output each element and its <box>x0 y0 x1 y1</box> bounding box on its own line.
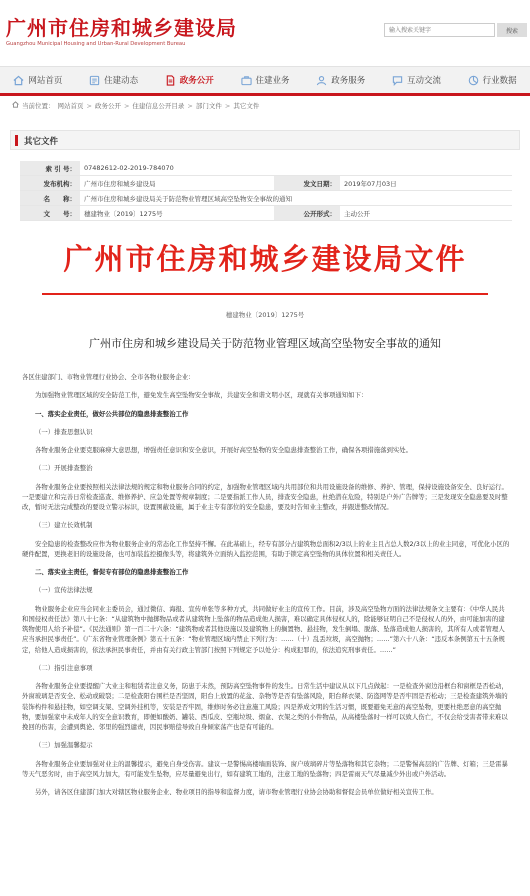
publisher-value: 广州市住房和城乡建设局 <box>80 176 274 191</box>
breadcrumb-separator: > <box>224 101 231 110</box>
document-body <box>22 372 510 805</box>
document-red-header: 广州市住房和城乡建设局文件 <box>63 242 467 276</box>
index-value: 07482612-02-2019-784070 <box>80 161 512 176</box>
nav-item-1[interactable] <box>76 67 152 93</box>
body-paragraph: 为加强物业管理区域的安全防范工作，避免发生高空坠物安全事故，共建安全和谐文明小区，现就有关事项通知如下： <box>35 391 368 400</box>
document-meta-table <box>20 161 512 221</box>
nav-item-label: 行业数据 <box>482 76 517 86</box>
body-paragraph: 各物业服务企业要按照相关法律法规的规定和物业服务合同的约定，加强物业管理区域内共用部位和共用设施设备的维修、养护、管理，保持设施设备安全、良好运行。一是要建立和完善日常检查巡查、维修养护、应急处置等规章制度；二是要指派工作人员，排查安全隐患，杜绝潜在危险，特别是户外广告牌等；三是发现安全隐患要及时整改，暂时无法完成整改的要设立警示标识，设置围蔽设施，属于业主专有部位的安全隐患，要及时告知业主整改，并跟进整改情况。 <box>22 482 508 511</box>
nav-item-6[interactable] <box>454 67 530 93</box>
service-icon <box>316 75 327 86</box>
body-paragraph: 一、落实企业责任，做好公共部位的隐患排查整治工作 <box>35 409 189 418</box>
site-logo-subtitle: Guangzhou Municipal Housing and Urban-Rural Development Bureau <box>6 41 186 47</box>
docno-value: 穗建物业〔2019〕1275号 <box>80 206 274 221</box>
body-paragraph: 各物业服务企业要克服麻痹大意思想，增强责任意识和安全意识，开展好高空坠物的安全隐患排查整治工作，确保各项措施落到实处。 <box>35 446 413 454</box>
docno-label: 文 号： <box>20 206 80 221</box>
location-icon <box>12 101 19 110</box>
open-form-label: 公开形式： <box>274 206 340 221</box>
section-header <box>10 130 520 150</box>
breadcrumb-prefix: 当前位置： <box>22 102 55 110</box>
nav-item-label: 互动交流 <box>406 76 441 86</box>
body-paragraph: （二）指引注意事项 <box>35 663 93 672</box>
briefcase-icon <box>241 75 252 86</box>
breadcrumb-link-2[interactable]: 住建信息公开目录 <box>132 102 185 110</box>
document-title: 广州市住房和城乡建设局关于防范物业管理区域高空坠物安全事故的通知 <box>89 337 441 350</box>
nav-item-4[interactable] <box>303 67 379 93</box>
document-number: 穗建物业〔2019〕1275号 <box>225 311 305 319</box>
nav-item-label: 住建业务 <box>255 76 290 86</box>
breadcrumb-separator: > <box>187 101 193 110</box>
body-paragraph: 安全隐患的检查整改应作为物业服务企业的常态化工作坚持不懈。在此基础上，经专有部分占建筑物总面积2/3以上的业主且占总人数2/3以上的业主同意，可优化小区的硬件配置，更换老旧的设施设备，也可加装监控摄像头等，将建筑外立面纳入监控范围，有助于锁定高空坠物的具体位置和相关责任人。 <box>22 539 510 558</box>
body-paragraph: （二）开展排查整治 <box>35 464 93 473</box>
breadcrumb <box>12 101 259 110</box>
breadcrumb-link-1[interactable]: 政务公开 <box>94 102 121 110</box>
date-value: 2019年07月03日 <box>340 176 512 191</box>
nav-item-label: 网站首页 <box>28 76 63 86</box>
home-icon <box>13 75 24 86</box>
body-paragraph: 另外，请各区住建部门加大对辖区物业服务企业、物业项目的指导和监督力度，请市物业管理行业协会协助和督促会员单位做好相关宣传工作。 <box>35 788 438 796</box>
breadcrumb-link-3[interactable]: 部门文件 <box>195 102 222 110</box>
breadcrumb-link-4[interactable]: 其它文件 <box>233 102 260 110</box>
body-paragraph: 各区住建部门、市物业管理行业协会、全市各物业服务企业： <box>22 373 195 381</box>
publisher-label: 发布机构： <box>20 176 80 191</box>
nav-item-label: 住建动态 <box>104 76 139 86</box>
section-marker <box>15 135 18 146</box>
search-button[interactable]: 搜索 <box>497 23 527 37</box>
name-value: 广州市住房和城乡建设局关于防范物业管理区域高空坠物安全事故的通知 <box>80 191 512 206</box>
open-form-value: 主动公开 <box>340 206 512 221</box>
body-paragraph: 各物业服务企业要提醒广大业主和租赁者注意义务，防患于未然，预防高空坠物事件的发生。日常生活中建议从以下几点做起：一是检查外窗边沿框台和窗框是否松动，外窗玻璃是否安全、松动或破裂；二是检查阳台围栏是否坚固，阳台上放置的花盆、杂物等是否有坠落风险，阳台释衣架、防盗网等是否牢固是否松动；三是检查建筑外墙的装饰构件和悬挂物，如空调支架、空调外挂机等，安装是否牢固，维修时务必注意施工风险；四是养成文明的生活习惯，既要避免无意的高空坠物，更要杜绝恶意的高空抛物，要加强家中未成年人的安全意识教育，即便如酸奶、罐装、西瓜皮、空瓶垃圾、烟盒、衣架之类的小件物品，从高楼坠落时一样可以致人伤亡，不仅会给受害者带来难以挽回的伤害，会遭到舆论、邻里的强烈谴责，因民事赔偿导致自身倾家荡产也是有可能的。 <box>22 682 508 731</box>
document-icon <box>165 75 176 86</box>
red-divider <box>42 293 488 295</box>
breadcrumb-link-0[interactable]: 网站首页 <box>57 102 84 110</box>
body-paragraph: 物业服务企业应当会同业主委员会，通过微信、海报、宣传单张等多种方式，共同做好业主的宣传工作。目前，涉及高空坠物方面的法律法规条文主要有：《中华人民共和国侵权责任法》第八十七条：“从建筑物中抛掷物品或者从建筑物上坠落的物品造成他人损害，难以确定具体侵权人的，除能够证明自己不是侵权人的外，由可能加害的建筑物使用人给予补偿”。《民法通则》第一百二十六条：“建筑物或者其他设施以及建筑物上的搁置物、悬挂物，发生倒塌、脱落、坠落造成他人损害的，其所有人或者管理人应当承担民事责任”。《广东省物业管理条例》第五十五条：“物业管理区域内禁止下列行为：……（十）乱丢垃圾，高空抛物；……”第六十八条：“违反本条例第五十五条规定，给他人造成损害的，依法承担民事责任，并由有关行政主管部门按照下列规定予以处分：构成犯罪的，依法追究刑事责任。……” <box>22 604 505 654</box>
body-paragraph: 各物业服务企业要加强对业主的温馨提示，避免自身受伤害。建议一是警惕高楼墙面装饰、窗户玻璃碎片等坠落物和其它杂物；二是警惕高层的广告牌、灯箱；三是雷暴等天气恶劣时，由于高空风力加大，有可能发生坠物，应尽量避免出行，如有建筑工地的，注意工地的坠落物；四是雷雨天气尽量减少外出或户外活动。 <box>22 759 508 778</box>
chat-icon <box>392 75 403 86</box>
nav-item-label: 政务公开 <box>179 76 214 86</box>
section-title: 其它文件 <box>24 137 59 147</box>
news-icon <box>89 75 100 86</box>
body-paragraph: （一）宣传法律法规 <box>35 586 93 595</box>
nav-item-5[interactable] <box>379 67 455 93</box>
search-input[interactable] <box>384 23 495 37</box>
body-paragraph: （三）建立长效机制 <box>35 521 93 530</box>
index-label: 索 引 号： <box>20 161 80 176</box>
nav-item-label: 政务服务 <box>331 76 366 86</box>
chart-icon <box>468 75 479 86</box>
date-label: 发文日期： <box>274 176 340 191</box>
main-nav <box>0 66 530 96</box>
nav-item-2[interactable] <box>151 67 227 93</box>
breadcrumb-separator: > <box>123 101 130 110</box>
site-header <box>0 0 530 60</box>
body-paragraph: （一）排查思想认识 <box>35 427 93 436</box>
body-paragraph: 二、落实业主责任，督促专有部位的隐患排查整治工作 <box>35 568 189 576</box>
site-logo-title[interactable]: 广州市住房和城乡建设局 <box>6 16 237 40</box>
nav-item-0[interactable] <box>0 67 76 93</box>
body-paragraph: （三）加强温馨提示 <box>35 741 93 750</box>
nav-item-3[interactable] <box>227 67 303 93</box>
name-label: 名 称： <box>20 191 80 206</box>
breadcrumb-separator: > <box>86 101 92 110</box>
